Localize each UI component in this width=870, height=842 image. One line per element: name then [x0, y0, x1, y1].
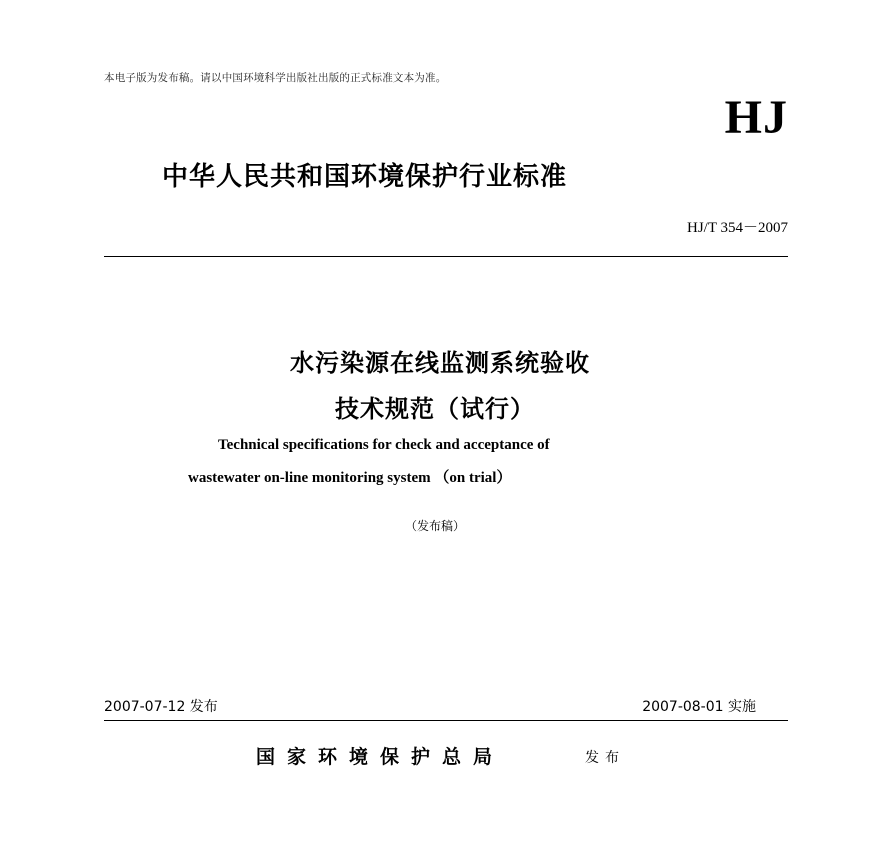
- header-divider: [104, 256, 788, 257]
- footer-divider: [104, 720, 788, 721]
- hj-logo: HJ: [724, 91, 788, 144]
- publisher-name: 国家环境保护总局: [256, 746, 505, 768]
- english-title-line-2: wastewater on-line monitoring system （on trial）: [188, 470, 512, 486]
- standard-number: HJ/T 354－2007: [687, 220, 788, 236]
- chinese-title-line-2: 技术规范（试行）: [335, 395, 535, 423]
- chinese-title-line-1: 水污染源在线监测系统验收: [290, 349, 590, 377]
- draft-label: （发布稿）: [404, 519, 465, 533]
- edition-notice: 本电子版为发布稿。请以中国环境科学出版社出版的正式标准文本为准。: [104, 72, 447, 84]
- english-title-line-1: Technical specifications for check and acceptance of: [218, 437, 550, 453]
- industry-standard-title-text: 中华人民共和国环境保护行业标准: [162, 162, 568, 192]
- publish-label: 发布: [585, 750, 625, 766]
- industry-standard-title: [0, 156, 870, 193]
- implementation-date: 2007-08-01 实施: [642, 699, 756, 715]
- issue-date: 2007-07-12 发布: [104, 699, 218, 715]
